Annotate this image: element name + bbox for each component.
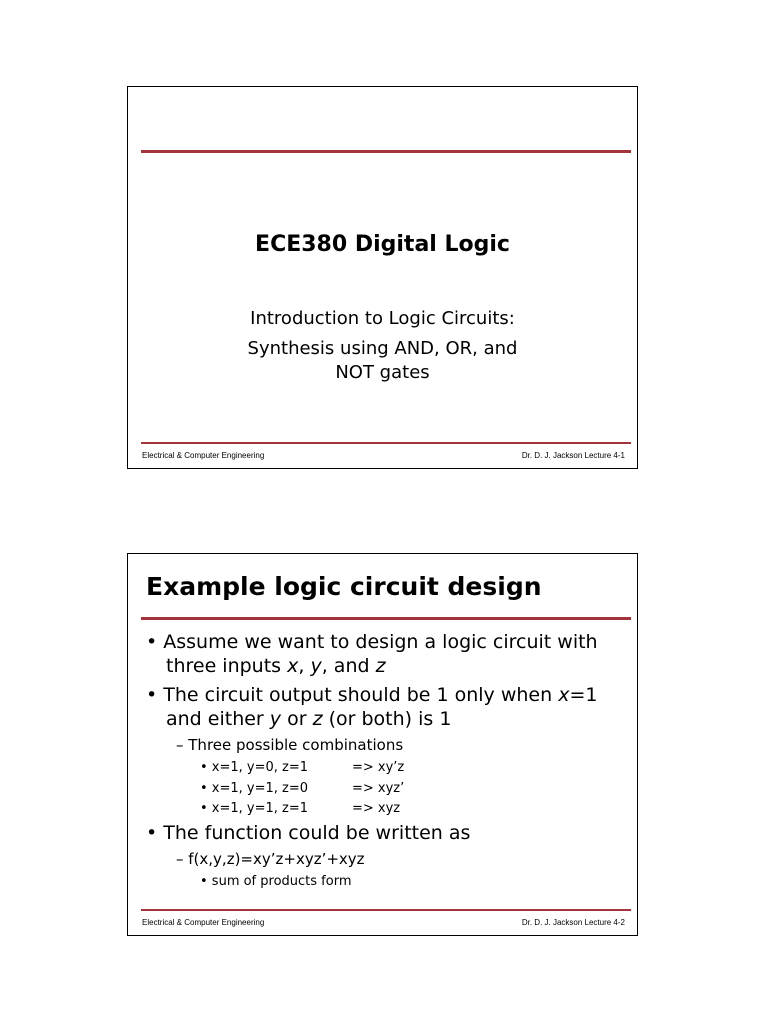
- slide-1-subtitle-line-2: Synthesis using AND, OR, and: [247, 338, 518, 359]
- slide-1-footer-left: Electrical & Computer Engineering: [142, 451, 265, 460]
- bullet-2-line-2: [166, 707, 451, 731]
- bullet-2-line-1: [146, 683, 597, 707]
- slide-1-footer-right: Dr. D. J. Jackson Lecture 4-1: [521, 451, 625, 460]
- combo-term-2: => xyz’: [352, 781, 405, 796]
- slide-1-subtitle-line-1: Introduction to Logic Circuits:: [250, 308, 515, 329]
- bullet-1-line-1: • Assume we want to design a logic circuit with: [146, 631, 598, 653]
- bullet-2-suffix: =1: [569, 684, 598, 706]
- slide-2-footer-rule: [141, 909, 631, 911]
- var-z: z: [312, 708, 323, 730]
- bullet-1-line-2: [166, 654, 386, 678]
- combo-cond-3: • x=1, y=1, z=1: [200, 801, 309, 816]
- bullet-1-prefix: three inputs: [166, 655, 288, 677]
- slide-1-footer-rule: [141, 442, 631, 444]
- combo-cond-1: • x=1, y=0, z=1: [200, 760, 309, 775]
- combo-row-3: [200, 800, 308, 818]
- slide-1-title: ECE380 Digital Logic: [255, 232, 510, 257]
- sub-bullet-combinations: – Three possible combinations: [176, 736, 404, 754]
- var-x: x: [558, 684, 570, 706]
- sub-bullet-function: – f(x,y,z)=xy’z+xyz’+xyz: [176, 850, 365, 868]
- slide-1-subtitle-line-3: NOT gates: [335, 362, 430, 383]
- var-z: z: [375, 655, 386, 677]
- slide-2-footer-right: Dr. D. J. Jackson Lecture 4-2: [521, 918, 625, 927]
- combo-row-1: [200, 759, 308, 777]
- bullet-2-line-2-prefix: and either: [166, 708, 270, 730]
- combo-term-1: => xy’z: [352, 760, 405, 775]
- sub-bullet-note: • sum of products form: [200, 874, 352, 889]
- slide-1: [127, 86, 638, 469]
- bullet-1-sep-2: , and: [321, 655, 376, 677]
- bullet-2-prefix: • The circuit output should be 1 only when: [146, 684, 559, 706]
- combo-cond-2: • x=1, y=1, z=0: [200, 781, 309, 796]
- var-x: x: [287, 655, 299, 677]
- bullet-2-line-2-suffix: (or both) is 1: [322, 708, 452, 730]
- slide-2: [127, 553, 638, 936]
- bullet-1-sep-1: ,: [298, 655, 311, 677]
- var-y: y: [310, 655, 322, 677]
- bullet-3: • The function could be written as: [146, 822, 471, 844]
- combo-term-3: => xyz: [352, 801, 401, 816]
- slide-1-top-rule: [141, 150, 631, 153]
- slide-2-title: Example logic circuit design: [146, 572, 542, 601]
- slide-2-content: [128, 554, 637, 935]
- combo-row-2: [200, 780, 308, 798]
- slide-2-footer-left: Electrical & Computer Engineering: [142, 918, 265, 927]
- var-y: y: [269, 708, 282, 730]
- slide-1-subtitle-block: [128, 337, 637, 385]
- bullet-2-or: or: [281, 708, 313, 730]
